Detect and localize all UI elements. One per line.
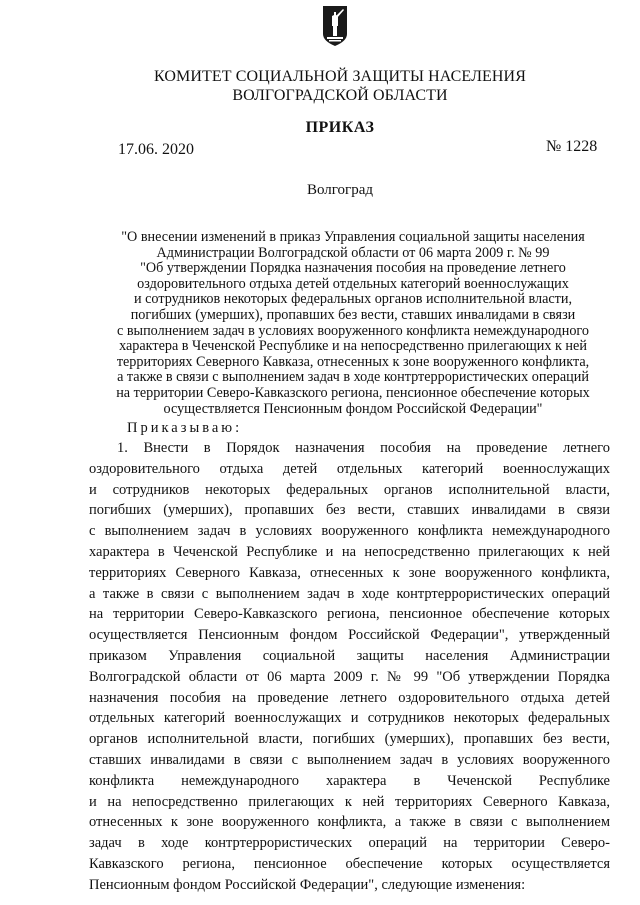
title-line: оздоровительного отдыха детей отдельных категорий военнослужащих xyxy=(137,275,569,292)
body-line: оздоровительного отдыха детей отдельных категорий военнослужащих xyxy=(89,460,610,477)
body-line: осуществляется Пенсионным фондом Российской Федерации", утвержденный xyxy=(89,627,610,644)
body-line: Волгоградской области от 06 марта 2009 г. № 99 "Об утверждении Порядка xyxy=(89,668,610,685)
document-body xyxy=(89,438,610,896)
body-line: территориях Северного Кавказа, отнесенных к зоне вооруженного конфликта, xyxy=(89,564,610,581)
body-line: погибших (умерших), пропавших без вести, ставших инвалидами в связи xyxy=(89,502,610,519)
organization-name-line-1: КОМИТЕТ СОЦИАЛЬНОЙ ЗАЩИТЫ НАСЕЛЕНИЯ xyxy=(154,68,526,85)
body-line: отдельных категорий военнослужащих и сотрудников некоторых федеральных xyxy=(89,710,610,727)
body-line: 1. Внести в Порядок назначения пособия на проведение летнего xyxy=(117,440,610,456)
document-type: ПРИКАЗ xyxy=(305,119,375,136)
title-line: осуществляется Пенсионным фондом Российской Федерации" xyxy=(163,400,543,417)
document-number: № 1228 xyxy=(546,138,598,155)
body-line: с выполнением задач в условиях вооруженного конфликта немеждународного xyxy=(89,523,610,540)
document-title xyxy=(88,230,618,417)
order-heading: Приказываю: xyxy=(127,420,243,436)
document-city: Волгоград xyxy=(306,182,373,198)
organization-name xyxy=(0,67,640,105)
body-line: задач в ходе контртеррористических операций на территории Северо- xyxy=(89,835,610,852)
body-line: и сотрудников некоторых федеральных органов исполнительной власти, xyxy=(89,481,610,498)
title-line: "Об утверждении Порядка назначения пособия на проведение летнего xyxy=(140,260,566,277)
document-date: 17.06. 2020 xyxy=(118,141,194,158)
title-line: на территории Северо-Кавказского региона, пенсионное обеспечение которых xyxy=(116,384,590,401)
body-line: конфликта немеждународного характера в Чеченской Республике xyxy=(89,772,610,789)
body-line: приказом Управления социальной защиты населения Администрации xyxy=(89,647,610,664)
title-line: и сотрудников некоторых федеральных органов исполнительной власти, xyxy=(133,291,572,308)
body-line: на территории Северо-Кавказского региона, пенсионное обеспечение которых xyxy=(89,606,610,623)
title-line: территориях Северного Кавказа, отнесенных к зоне вооруженного конфликта, xyxy=(116,353,590,370)
body-line: и на непосредственно прилегающих к ней территориях Северного Кавказа, xyxy=(89,793,610,810)
body-line: отнесенных к зоне вооруженного конфликта, а также в связи с выполнением xyxy=(89,814,610,831)
body-line: а также в связи с выполнением задач в ходе контртеррористических операций xyxy=(89,585,610,602)
body-line: ставших инвалидами в связи с выполнением задач в условиях вооруженного xyxy=(89,751,610,768)
organization-name-line-2: ВОЛГОГРАДСКОЙ ОБЛАСТИ xyxy=(232,87,448,104)
title-line: а также в связи с выполнением задач в ходе контртеррористических операций xyxy=(117,369,589,386)
body-line: Пенсионным фондом Российской Федерации", следующие изменения: xyxy=(89,876,526,893)
title-line: с выполнением задач в условиях вооруженного конфликта немеждународного xyxy=(117,322,589,339)
title-line: погибших (умерших), пропавших без вести, ставших инвалидами в связи xyxy=(130,306,576,323)
body-line: характера в Чеченской Республике и на непосредственно прилегающих к ней xyxy=(89,543,610,560)
body-line: Кавказского региона, пенсионное обеспечение которых осуществляется xyxy=(89,855,610,872)
volgograd-emblem-icon xyxy=(323,6,347,46)
body-line: органов исполнительной власти, погибших (умерших), пропавших без вести, xyxy=(89,731,610,748)
title-line: "О внесении изменений в приказ Управления социальной защиты населения xyxy=(121,229,585,245)
title-line: характера в Чеченской Республике и на непосредственно прилегающих к ней xyxy=(119,338,587,355)
body-line: назначения пособия на проведение летнего оздоровительного отдыха детей xyxy=(89,689,610,706)
title-line: Администрации Волгоградской области от 06 марта 2009 г. № 99 xyxy=(156,244,550,261)
